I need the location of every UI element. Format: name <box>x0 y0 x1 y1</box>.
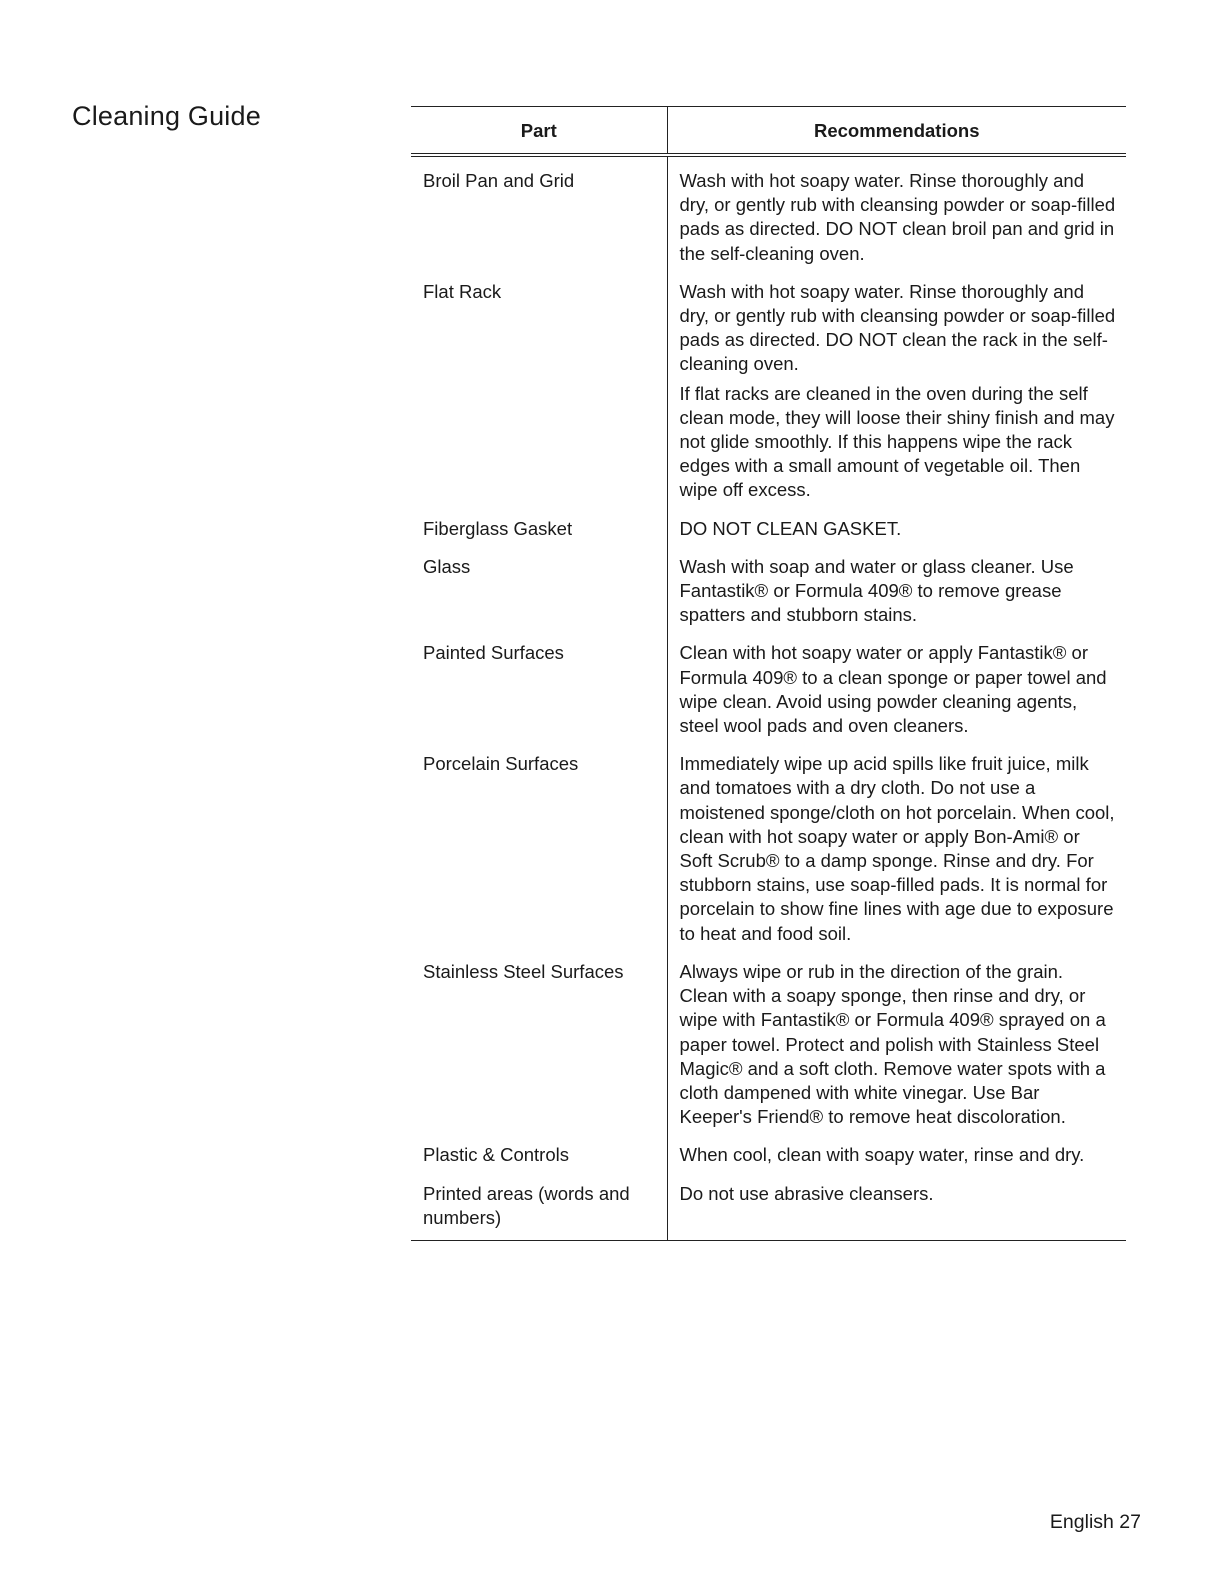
header-row <box>411 107 1126 156</box>
table-row <box>411 1182 1126 1241</box>
recommendation-text: If flat racks are cleaned in the oven during the self clean mode, they will loose their shiny finish and may not glide smoothly. If this happens wipe the rack edges with a small amount of vegetable oil. Then wipe off excess. <box>679 382 1115 501</box>
recommendation-cell <box>667 1182 1126 1241</box>
table-header <box>411 107 1126 156</box>
part-cell: Broil Pan and Grid <box>411 155 667 280</box>
part-cell: Printed areas (words and numbers) <box>411 1182 667 1241</box>
table-row <box>411 280 1126 517</box>
recommendation-cell <box>667 960 1126 1143</box>
column-header-recommendations: Recommendations <box>667 107 1126 156</box>
table-row <box>411 960 1126 1143</box>
recommendation-text: When cool, clean with soapy water, rinse and dry. <box>679 1144 1085 1166</box>
recommendation-cell <box>667 752 1126 960</box>
table-row <box>411 752 1126 960</box>
recommendation-text: Do not use abrasive cleansers. <box>679 1182 934 1204</box>
part-cell: Stainless Steel Surfaces <box>411 960 667 1143</box>
recommendation-cell <box>667 280 1126 517</box>
recommendation-cell <box>667 641 1126 752</box>
recommendation-text: Always wipe or rub in the direction of the grain. Clean with a soapy sponge, then rinse and dry, or wipe with Fantastik® or Formula 409® sprayed on a paper towel. Protect and polish with Stainless Steel Magic® and a soft cloth. Remove water spots with a cloth dampened with white vinegar. Use Bar Keeper's Friend® to remove heat discoloration. <box>679 960 1106 1128</box>
part-cell: Painted Surfaces <box>411 641 667 752</box>
page-title: Cleaning Guide <box>72 101 261 131</box>
table-row <box>411 1143 1126 1181</box>
recommendation-text: Wash with soap and water or glass cleaner. Use Fantastik® or Formula 409® to remove grease spatters and stubborn stains. <box>679 555 1074 626</box>
recommendation-text: Wash with hot soapy water. Rinse thoroughly and dry, or gently rub with cleansing powder or soap-filled pads as directed. DO NOT clean the rack in the self-cleaning oven. <box>679 280 1116 375</box>
table-body <box>411 155 1126 1240</box>
recommendation-text: Wash with hot soapy water. Rinse thoroughly and dry, or gently rub with cleansing powder or soap-filled pads as directed. DO NOT clean broil pan and grid in the self-cleaning oven. <box>679 170 1116 264</box>
recommendation-text: DO NOT CLEAN GASKET. <box>679 517 902 539</box>
part-cell: Flat Rack <box>411 280 667 517</box>
page-number: English 27 <box>1049 1511 1141 1533</box>
table-row <box>411 517 1126 555</box>
recommendation-cell <box>667 517 1126 555</box>
cleaning-guide-table <box>411 106 1126 1241</box>
column-header-part: Part <box>411 107 667 156</box>
recommendation-text: Immediately wipe up acid spills like fruit juice, milk and tomatoes with a dry cloth. Do not use a moistened sponge/cloth on hot porcelain. When cool, clean with hot soapy water or apply Bon-Ami® or Soft Scrub® to a damp sponge. Rinse and dry. For stubborn stains, use soap-filled pads. It is normal for porcelain to show fine lines with age due to exposure to heat and food soil. <box>679 753 1115 944</box>
part-cell: Plastic & Controls <box>411 1143 667 1181</box>
part-cell: Glass <box>411 555 667 642</box>
part-cell: Porcelain Surfaces <box>411 752 667 960</box>
table-row <box>411 555 1126 642</box>
table-row <box>411 155 1126 280</box>
recommendation-cell <box>667 155 1126 280</box>
recommendation-cell <box>667 1143 1126 1181</box>
recommendation-text: Clean with hot soapy water or apply Fantastik® or Formula 409® to a clean sponge or paper towel and wipe clean. Avoid using powder cleaning agents, steel wool pads and oven cleaners. <box>679 642 1107 737</box>
part-cell: Fiberglass Gasket <box>411 517 667 555</box>
table-row <box>411 641 1126 752</box>
recommendation-cell <box>667 555 1126 642</box>
